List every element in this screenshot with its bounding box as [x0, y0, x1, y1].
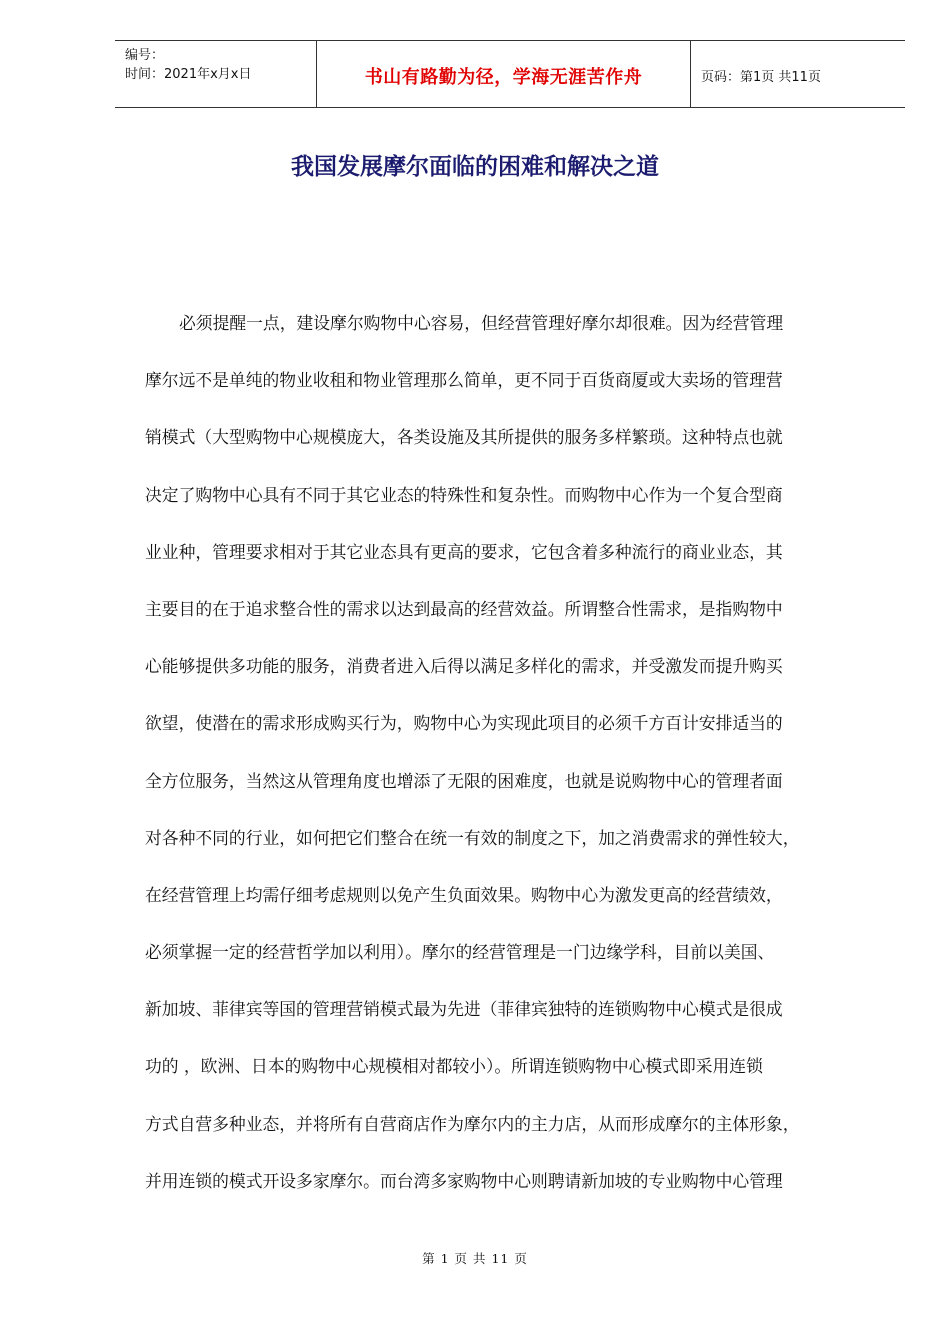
body-line: 并用连锁的模式开设多家摩尔。而台湾多家购物中心则聘请新加坡的专业购物中心管理 — [145, 1170, 783, 1191]
header-page-cell — [691, 41, 905, 107]
document-number-label: 编号： — [125, 48, 165, 63]
body-line: 对各种不同的行业，如何把它们整合在统一有效的制度之下，加之消费需求的弹性较大， — [145, 827, 800, 848]
header-page-number: 页码：第1页 共11页 — [701, 70, 821, 85]
document-date-label: 时间：2021年x月x日 — [125, 67, 252, 82]
body-line: 业业种，管理要求相对于其它业态具有更高的要求，它包含着多种流行的商业业态，其 — [145, 541, 783, 562]
header-motto-cell — [316, 41, 691, 107]
document-body — [145, 306, 887, 1221]
body-line: 新加坡、菲律宾等国的管理营销模式最为先进（菲律宾独特的连锁购物中心模式是很成 — [145, 999, 783, 1020]
page-footer-number: 第 1 页 共 11 页 — [422, 1251, 528, 1266]
body-line: 心能够提供多功能的服务，消费者进入后得以满足多样化的需求，并受激发而提升购买 — [145, 656, 783, 677]
body-line: 全方位服务，当然这从管理角度也增添了无限的困难度，也就是说购物中心的管理者面 — [145, 770, 783, 791]
document-title: 我国发展摩尔面临的困难和解决之道 — [291, 154, 659, 180]
body-line: 销模式（大型购物中心规模庞大，各类设施及其所提供的服务多样繁琐。这种特点也就 — [145, 427, 783, 448]
body-line: 决定了购物中心具有不同于其它业态的特殊性和复杂性。而购物中心作为一个复合型商 — [145, 484, 783, 505]
body-line: 主要目的在于追求整合性的需求以达到最高的经营效益。所谓整合性需求，是指购物中 — [145, 598, 783, 619]
body-line: 必须提醒一点，建设摩尔购物中心容易，但经营管理好摩尔却很难。因为经营管理 — [179, 313, 784, 333]
header-meta-cell — [115, 41, 315, 107]
body-line: 方式自营多种业态，并将所有自营商店作为摩尔内的主力店，从而形成摩尔的主体形象， — [145, 1113, 800, 1134]
body-line: 在经营管理上均需仔细考虑规则以免产生负面效果。购物中心为激发更高的经营绩效， — [145, 884, 783, 905]
page-header — [115, 40, 905, 108]
body-line: 摩尔远不是单纯的物业收租和物业管理那么简单，更不同于百货商厦或大卖场的管理营 — [145, 370, 783, 391]
body-line: 必须掌握一定的经营哲学加以利用）。摩尔的经营管理是一门边缘学科，目前以美国、 — [145, 942, 775, 963]
header-motto: 书山有路勤为径，学海无涯苦作舟 — [364, 67, 643, 88]
body-line: 欲望，使潜在的需求形成购买行为，购物中心为实现此项目的必须千方百计安排适当的 — [145, 713, 783, 734]
body-line: 功的 ，欧洲、日本的购物中心规模相对都较小）。所谓连锁购物中心模式即采用连锁 — [145, 1056, 763, 1077]
